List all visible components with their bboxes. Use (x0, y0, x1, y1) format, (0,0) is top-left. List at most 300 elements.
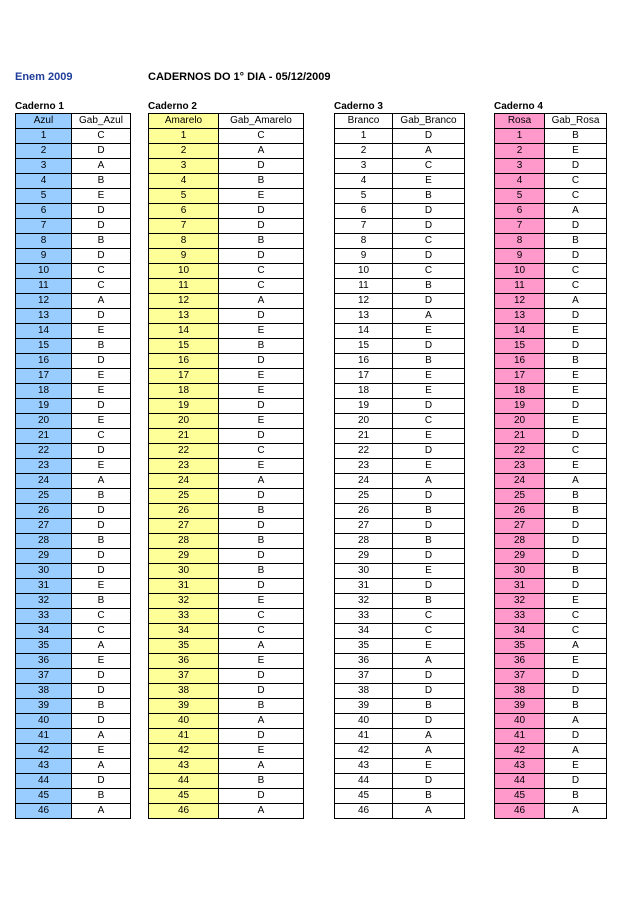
answer-cell: B (219, 774, 304, 789)
table-row (335, 519, 465, 534)
question-number: 16 (16, 354, 72, 369)
answer-table (334, 113, 465, 819)
answer-cell: E (72, 579, 131, 594)
table-row (149, 339, 304, 354)
table-row (335, 714, 465, 729)
question-number: 29 (335, 549, 393, 564)
question-number: 38 (495, 684, 545, 699)
answer-cell: C (545, 609, 607, 624)
question-number: 42 (495, 744, 545, 759)
answer-cell: E (219, 654, 304, 669)
answer-cell: C (219, 624, 304, 639)
table-row (335, 219, 465, 234)
question-number: 7 (335, 219, 393, 234)
question-number: 39 (149, 699, 219, 714)
question-number: 38 (149, 684, 219, 699)
table-row (495, 699, 607, 714)
answer-cell: D (219, 309, 304, 324)
answer-cell: C (545, 264, 607, 279)
table-row (335, 249, 465, 264)
table-row (495, 564, 607, 579)
table-row (149, 714, 304, 729)
table-row (335, 789, 465, 804)
answer-cell: E (219, 414, 304, 429)
question-number: 16 (335, 354, 393, 369)
question-number: 44 (149, 774, 219, 789)
answer-cell: B (72, 789, 131, 804)
question-number: 20 (335, 414, 393, 429)
question-number: 19 (495, 399, 545, 414)
question-number: 38 (335, 684, 393, 699)
question-number: 9 (16, 249, 72, 264)
answer-cell: E (393, 759, 465, 774)
question-number: 15 (149, 339, 219, 354)
answer-cell: D (545, 519, 607, 534)
answer-cell: C (545, 189, 607, 204)
question-number: 45 (495, 789, 545, 804)
answer-cell: B (72, 534, 131, 549)
question-number: 34 (495, 624, 545, 639)
question-number: 23 (335, 459, 393, 474)
table-row (335, 774, 465, 789)
answer-cell: C (72, 129, 131, 144)
table-row (335, 174, 465, 189)
question-number: 20 (149, 414, 219, 429)
table-row (149, 399, 304, 414)
table-row (335, 384, 465, 399)
question-number: 41 (149, 729, 219, 744)
answer-cell: E (219, 189, 304, 204)
question-number: 26 (335, 504, 393, 519)
question-number: 11 (16, 279, 72, 294)
question-number: 39 (335, 699, 393, 714)
answer-cell: D (72, 549, 131, 564)
question-number: 1 (335, 129, 393, 144)
table-row (335, 654, 465, 669)
table-row (16, 489, 131, 504)
table-row (149, 219, 304, 234)
table-row (149, 294, 304, 309)
question-number: 4 (149, 174, 219, 189)
question-number: 39 (16, 699, 72, 714)
table-row (495, 744, 607, 759)
table-row (149, 504, 304, 519)
question-number: 8 (16, 234, 72, 249)
table-row (335, 354, 465, 369)
answer-cell: A (72, 159, 131, 174)
question-number: 31 (495, 579, 545, 594)
answer-cell: D (219, 204, 304, 219)
answer-cell: B (545, 789, 607, 804)
table-row (335, 129, 465, 144)
table-row (149, 249, 304, 264)
answer-cell: A (219, 144, 304, 159)
table-row (495, 264, 607, 279)
table-row (16, 804, 131, 819)
table-row (335, 189, 465, 204)
answer-cell: D (219, 219, 304, 234)
answer-table (494, 113, 607, 819)
table-row (16, 519, 131, 534)
question-number: 31 (16, 579, 72, 594)
question-number: 5 (495, 189, 545, 204)
table-row (335, 504, 465, 519)
question-number: 10 (149, 264, 219, 279)
table-row (16, 399, 131, 414)
question-number: 45 (149, 789, 219, 804)
answer-cell: A (219, 294, 304, 309)
answer-cell: A (545, 804, 607, 819)
answer-cell: A (393, 744, 465, 759)
question-number: 16 (495, 354, 545, 369)
answer-cell: D (393, 204, 465, 219)
answer-cell: D (72, 249, 131, 264)
table-row (335, 309, 465, 324)
table-row (149, 549, 304, 564)
question-number: 22 (16, 444, 72, 459)
column-header-answer: Gab_Rosa (545, 114, 607, 129)
table-row (16, 684, 131, 699)
table-row (16, 639, 131, 654)
question-number: 25 (495, 489, 545, 504)
question-number: 17 (149, 369, 219, 384)
answer-cell: D (545, 309, 607, 324)
table-row (149, 414, 304, 429)
table-row (335, 684, 465, 699)
answer-cell: C (545, 624, 607, 639)
question-number: 13 (149, 309, 219, 324)
answer-cell: A (219, 759, 304, 774)
question-number: 31 (335, 579, 393, 594)
question-number: 35 (495, 639, 545, 654)
answer-cell: D (219, 669, 304, 684)
table-row (149, 789, 304, 804)
table-row (16, 309, 131, 324)
question-number: 15 (495, 339, 545, 354)
table-row (335, 534, 465, 549)
answer-cell: E (393, 459, 465, 474)
question-number: 4 (335, 174, 393, 189)
question-number: 17 (16, 369, 72, 384)
table-row (335, 624, 465, 639)
answer-cell: D (72, 204, 131, 219)
answer-cell: D (72, 399, 131, 414)
answer-cell: D (393, 519, 465, 534)
question-number: 24 (335, 474, 393, 489)
table-row (149, 129, 304, 144)
answer-cell: D (72, 309, 131, 324)
answer-cell: C (545, 279, 607, 294)
question-number: 8 (149, 234, 219, 249)
question-number: 43 (335, 759, 393, 774)
question-number: 29 (16, 549, 72, 564)
table-row (495, 519, 607, 534)
answer-cell: D (219, 729, 304, 744)
question-number: 14 (149, 324, 219, 339)
column-header-number: Azul (16, 114, 72, 129)
page-title: CADERNOS DO 1° DIA - 05/12/2009 (148, 71, 331, 83)
table-row (149, 669, 304, 684)
answer-cell: A (545, 474, 607, 489)
question-number: 6 (495, 204, 545, 219)
question-number: 15 (335, 339, 393, 354)
answer-cell: A (393, 654, 465, 669)
answer-cell: E (393, 639, 465, 654)
answer-cell: D (72, 564, 131, 579)
answer-cell: B (72, 234, 131, 249)
table-row (16, 249, 131, 264)
answer-cell: B (545, 234, 607, 249)
answer-cell: A (393, 309, 465, 324)
question-number: 18 (16, 384, 72, 399)
question-number: 43 (149, 759, 219, 774)
table-row (16, 534, 131, 549)
answer-cell: E (393, 174, 465, 189)
question-number: 3 (495, 159, 545, 174)
question-number: 17 (335, 369, 393, 384)
question-number: 28 (335, 534, 393, 549)
table-row (495, 219, 607, 234)
question-number: 30 (335, 564, 393, 579)
answer-cell: D (393, 774, 465, 789)
answer-cell: E (219, 744, 304, 759)
answer-cell: D (219, 249, 304, 264)
answer-cell: A (72, 474, 131, 489)
answer-cell: A (393, 804, 465, 819)
table-row (16, 549, 131, 564)
table-row (495, 249, 607, 264)
table-row (16, 744, 131, 759)
question-number: 10 (495, 264, 545, 279)
table-row (149, 459, 304, 474)
table-row (495, 789, 607, 804)
question-number: 7 (16, 219, 72, 234)
table-row (149, 624, 304, 639)
question-number: 13 (335, 309, 393, 324)
answer-cell: C (393, 624, 465, 639)
answer-cell: A (393, 474, 465, 489)
table-row (149, 159, 304, 174)
table-row (495, 474, 607, 489)
answer-cell: D (72, 444, 131, 459)
table-row (495, 639, 607, 654)
answer-cell: C (545, 174, 607, 189)
answer-cell: D (393, 549, 465, 564)
answer-cell: B (393, 789, 465, 804)
answer-cell: C (219, 609, 304, 624)
question-number: 9 (149, 249, 219, 264)
question-number: 23 (149, 459, 219, 474)
caderno-azul-block (15, 100, 131, 819)
answer-cell: A (72, 639, 131, 654)
answer-cell: D (219, 399, 304, 414)
question-number: 18 (335, 384, 393, 399)
table-row (335, 609, 465, 624)
table-row (149, 174, 304, 189)
question-number: 27 (335, 519, 393, 534)
answer-cell: E (393, 429, 465, 444)
answer-cell: D (393, 249, 465, 264)
question-number: 30 (16, 564, 72, 579)
question-number: 36 (149, 654, 219, 669)
answer-cell: A (219, 804, 304, 819)
table-row (495, 489, 607, 504)
answer-cell: D (393, 339, 465, 354)
table-row (16, 414, 131, 429)
table-row (149, 534, 304, 549)
question-number: 32 (495, 594, 545, 609)
answer-cell: E (219, 459, 304, 474)
answer-cell: B (545, 699, 607, 714)
table-row (149, 144, 304, 159)
answer-cell: A (545, 294, 607, 309)
question-number: 7 (149, 219, 219, 234)
question-number: 24 (149, 474, 219, 489)
answer-cell: B (393, 594, 465, 609)
table-row (16, 774, 131, 789)
column-header-answer: Gab_Amarelo (219, 114, 304, 129)
answer-cell: D (219, 789, 304, 804)
question-number: 42 (335, 744, 393, 759)
table-row (335, 204, 465, 219)
answer-cell: B (219, 174, 304, 189)
column-header-number: Rosa (495, 114, 545, 129)
answer-cell: D (72, 144, 131, 159)
table-row (495, 729, 607, 744)
answer-cell: C (72, 279, 131, 294)
question-number: 26 (149, 504, 219, 519)
table-row (149, 654, 304, 669)
table-row (16, 129, 131, 144)
answer-cell: E (219, 369, 304, 384)
answer-cell: A (545, 744, 607, 759)
answer-cell: A (219, 474, 304, 489)
answer-cell: D (72, 354, 131, 369)
answer-cell: B (219, 504, 304, 519)
answer-cell: D (393, 579, 465, 594)
table-row (495, 189, 607, 204)
answer-cell: D (393, 669, 465, 684)
question-number: 6 (335, 204, 393, 219)
question-number: 12 (149, 294, 219, 309)
answer-cell: E (72, 369, 131, 384)
table-header-row (149, 114, 304, 129)
answer-cell: A (219, 639, 304, 654)
answer-cell: B (545, 489, 607, 504)
table-row (495, 609, 607, 624)
question-number: 42 (149, 744, 219, 759)
question-number: 1 (495, 129, 545, 144)
table-row (335, 759, 465, 774)
table-row (149, 309, 304, 324)
table-row (16, 294, 131, 309)
answer-cell: D (72, 219, 131, 234)
table-row (495, 714, 607, 729)
answer-cell: B (545, 564, 607, 579)
question-number: 20 (495, 414, 545, 429)
answer-cell: B (393, 279, 465, 294)
question-number: 44 (495, 774, 545, 789)
question-number: 15 (16, 339, 72, 354)
answer-cell: A (72, 729, 131, 744)
answer-cell: A (545, 639, 607, 654)
table-row (495, 774, 607, 789)
answer-cell: A (545, 204, 607, 219)
answer-cell: B (219, 339, 304, 354)
table-row (16, 594, 131, 609)
question-number: 46 (16, 804, 72, 819)
table-row (149, 609, 304, 624)
table-row (149, 444, 304, 459)
question-number: 43 (495, 759, 545, 774)
question-number: 26 (16, 504, 72, 519)
table-row (335, 429, 465, 444)
table-row (16, 279, 131, 294)
table-row (149, 204, 304, 219)
table-row (335, 294, 465, 309)
table-row (149, 279, 304, 294)
question-number: 11 (495, 279, 545, 294)
question-number: 40 (149, 714, 219, 729)
answer-cell: E (393, 564, 465, 579)
answer-cell: D (545, 339, 607, 354)
answer-cell: D (545, 669, 607, 684)
question-number: 26 (495, 504, 545, 519)
table-row (495, 624, 607, 639)
question-number: 41 (495, 729, 545, 744)
table-header-row (16, 114, 131, 129)
question-number: 44 (335, 774, 393, 789)
table-row (495, 399, 607, 414)
answer-cell: B (219, 234, 304, 249)
question-number: 4 (16, 174, 72, 189)
answer-cell: D (545, 684, 607, 699)
table-row (16, 354, 131, 369)
table-row (335, 729, 465, 744)
answer-cell: E (72, 324, 131, 339)
table-row (495, 354, 607, 369)
question-number: 19 (149, 399, 219, 414)
table-row (149, 774, 304, 789)
question-number: 37 (16, 669, 72, 684)
table-row (149, 384, 304, 399)
answer-cell: A (72, 294, 131, 309)
column-header-answer: Gab_Azul (72, 114, 131, 129)
table-row (16, 234, 131, 249)
caderno-amarelo-block (148, 100, 304, 819)
table-row (149, 579, 304, 594)
question-number: 25 (335, 489, 393, 504)
question-number: 36 (495, 654, 545, 669)
question-number: 35 (149, 639, 219, 654)
table-row (16, 189, 131, 204)
question-number: 33 (335, 609, 393, 624)
table-row (495, 309, 607, 324)
table-row (335, 279, 465, 294)
question-number: 24 (495, 474, 545, 489)
table-row (335, 399, 465, 414)
answer-cell: D (545, 249, 607, 264)
table-row (495, 759, 607, 774)
answer-cell: E (545, 144, 607, 159)
answer-cell: E (393, 369, 465, 384)
answer-cell: E (72, 654, 131, 669)
answer-cell: D (545, 729, 607, 744)
table-row (335, 264, 465, 279)
table-row (335, 234, 465, 249)
question-number: 37 (149, 669, 219, 684)
table-row (335, 474, 465, 489)
